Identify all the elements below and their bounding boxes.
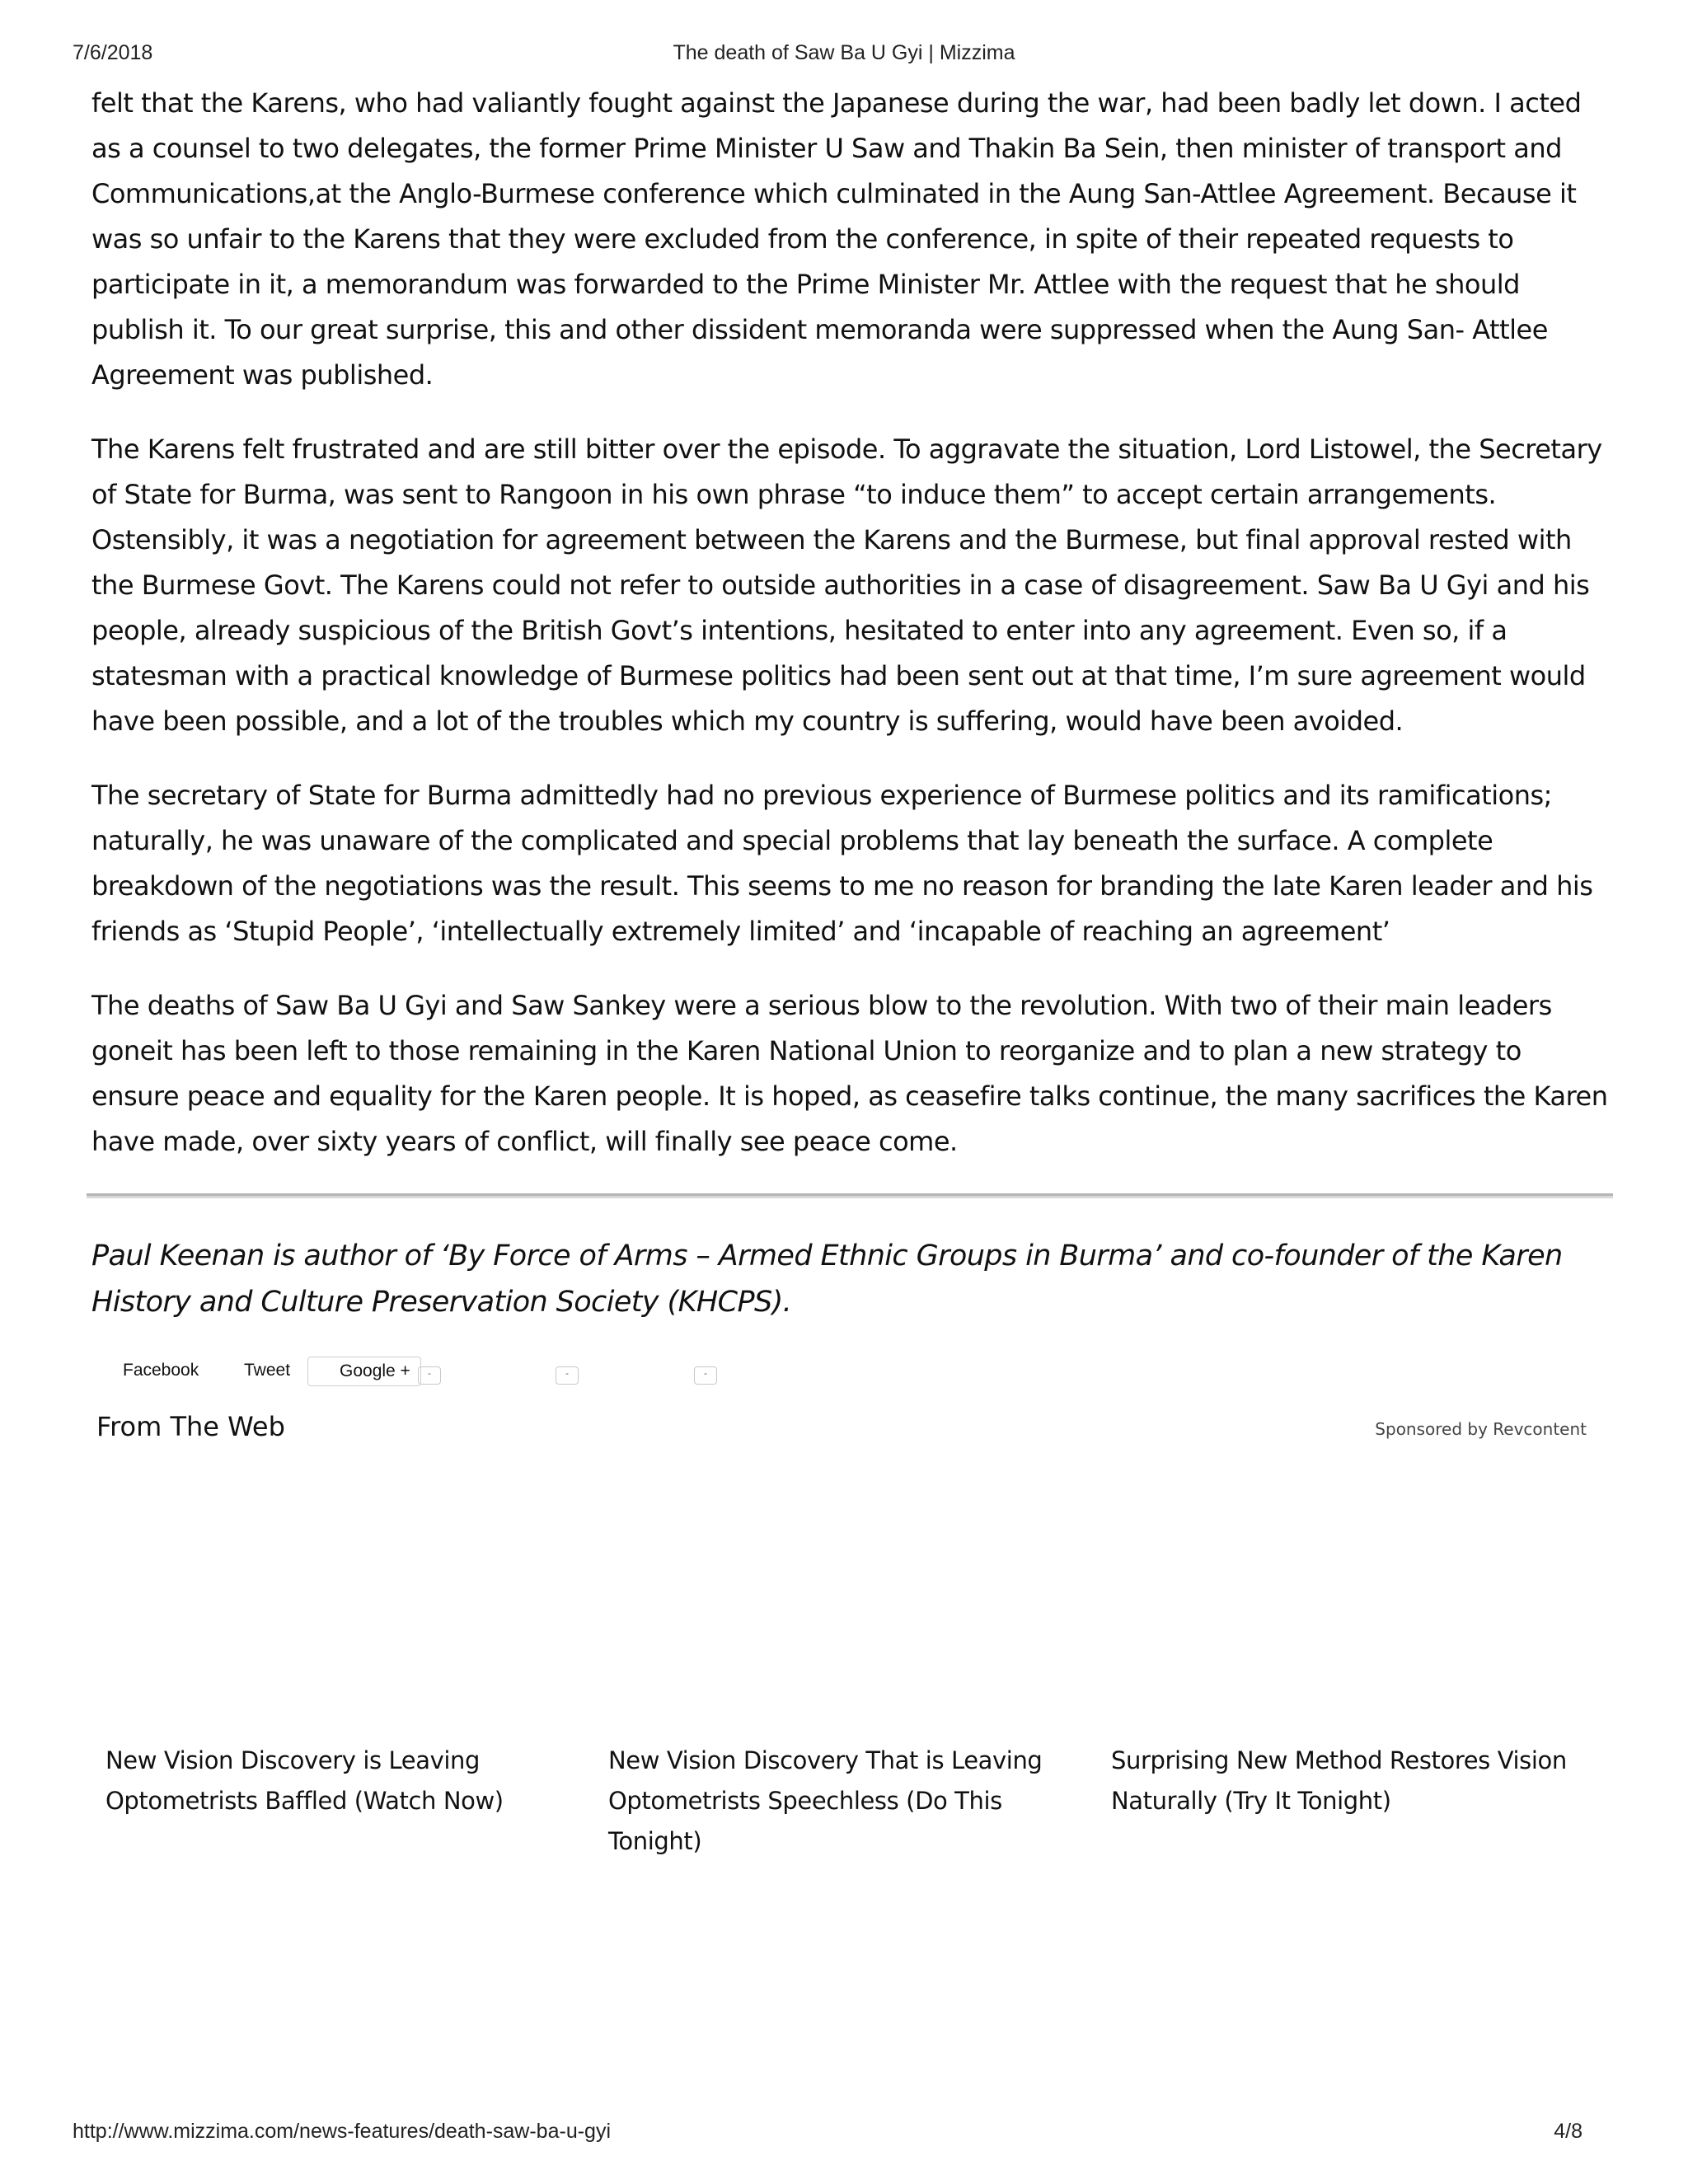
- share-count: -: [556, 1366, 579, 1385]
- article-paragraph: The secretary of State for Burma admittedly had no previous experience of Burmese politics and its ramifications; naturally, he was unaware of the complicated and special problems that lay beneath the surface. A complete breakdown of the negotiations was the result. This seems to me no reason for branding the late Karen leader and his friends as ‘Stupid People’, ‘intellectually extremely limited’ and ‘incapable of reaching an agreement’: [91, 780, 1593, 947]
- sponsored-article-link[interactable]: Surprising New Method Restores Vision Naturally (Try It Tonight): [1111, 1746, 1567, 1815]
- google-plus-share-button[interactable]: Google +: [307, 1357, 421, 1386]
- article-paragraph: felt that the Karens, who had valiantly fought against the Japanese during the war, had been badly let down. I acted as a counsel to two delegates, the former Prime Minister U Saw and Thakin Ba Sein, then minister of transport and Communications,at the Anglo-Burmese conference which culminated in the Aung San-Attlee Agreement. Because it was so unfair to the Karens that they were excluded from the conference, in spite of their repeated requests to participate in it, a memorandum was forwarded to the Prime Minister Mr. Attlee with the request that he should publish it. To our great surprise, this and other dissident memoranda were suppressed when the Aung San- Attlee Agreement was published.: [91, 87, 1582, 391]
- share-bar: [91, 1353, 833, 1390]
- tweet-button[interactable]: Tweet: [236, 1357, 298, 1385]
- facebook-share-button[interactable]: Facebook: [115, 1357, 207, 1385]
- sponsored-article-link[interactable]: New Vision Discovery That is Leaving Optometrists Speechless (Do This Tonight): [608, 1746, 1043, 1855]
- print-header: [73, 41, 1615, 69]
- author-note: Paul Keenan is author of ‘By Force of Arms – Armed Ethnic Groups in Burma’ and co-founder of the Karen History and Culture Preservation Society (KHCPS).: [91, 1240, 1563, 1319]
- print-page-title: The death of Saw Ba U Gyi | Mizzima: [673, 41, 1015, 64]
- article-divider: [87, 1193, 1613, 1198]
- article-paragraph: The deaths of Saw Ba U Gyi and Saw Sankey were a serious blow to the revolution. With two of their main leaders goneit has been left to those remaining in the Karen National Union to reorganize and to plan a new strategy to ensure peace and equality for the Karen people. It is hoped, as ceasefire talks continue, the many sacrifices the Karen have made, over sixty years of conflict, will finally see peace come.: [91, 990, 1608, 1157]
- from-the-web-title: From The Web: [96, 1411, 285, 1442]
- article-body: [91, 81, 1608, 1354]
- print-page-number: 4/8: [1554, 2120, 1582, 2143]
- article-paragraph: The Karens felt frustrated and are still bitter over the episode. To aggravate the situation, Lord Listowel, the Secretary of State for Burma, was sent to Rangoon in his own phrase “to induce them” to accept certain arrangements. Ostensibly, it was a negotiation for agreement between the Karens and the Burmese, but final approval rested with the Burmese Govt. The Karens could not refer to outside authorities in a case of disagreement. Saw Ba U Gyi and his people, already suspicious of the British Govt’s intentions, hesitated to enter into any agreement. Even so, if a statesman with a practical knowledge of Burmese politics had been sent out at that time, I’m sure agreement would have been possible, and a lot of the troubles which my country is suffering, would have been avoided.: [91, 434, 1602, 737]
- sponsored-article-link[interactable]: New Vision Discovery is Leaving Optometrists Baffled (Watch Now): [106, 1746, 504, 1815]
- share-count: -: [418, 1366, 441, 1385]
- print-footer: [73, 2120, 1615, 2148]
- print-url: http://www.mizzima.com/news-features/death-saw-ba-u-gyi: [73, 2120, 612, 2143]
- sponsored-link[interactable]: Sponsored by Revcontent: [1375, 1419, 1587, 1439]
- share-count: -: [694, 1366, 717, 1385]
- print-date: 7/6/2018: [73, 41, 153, 64]
